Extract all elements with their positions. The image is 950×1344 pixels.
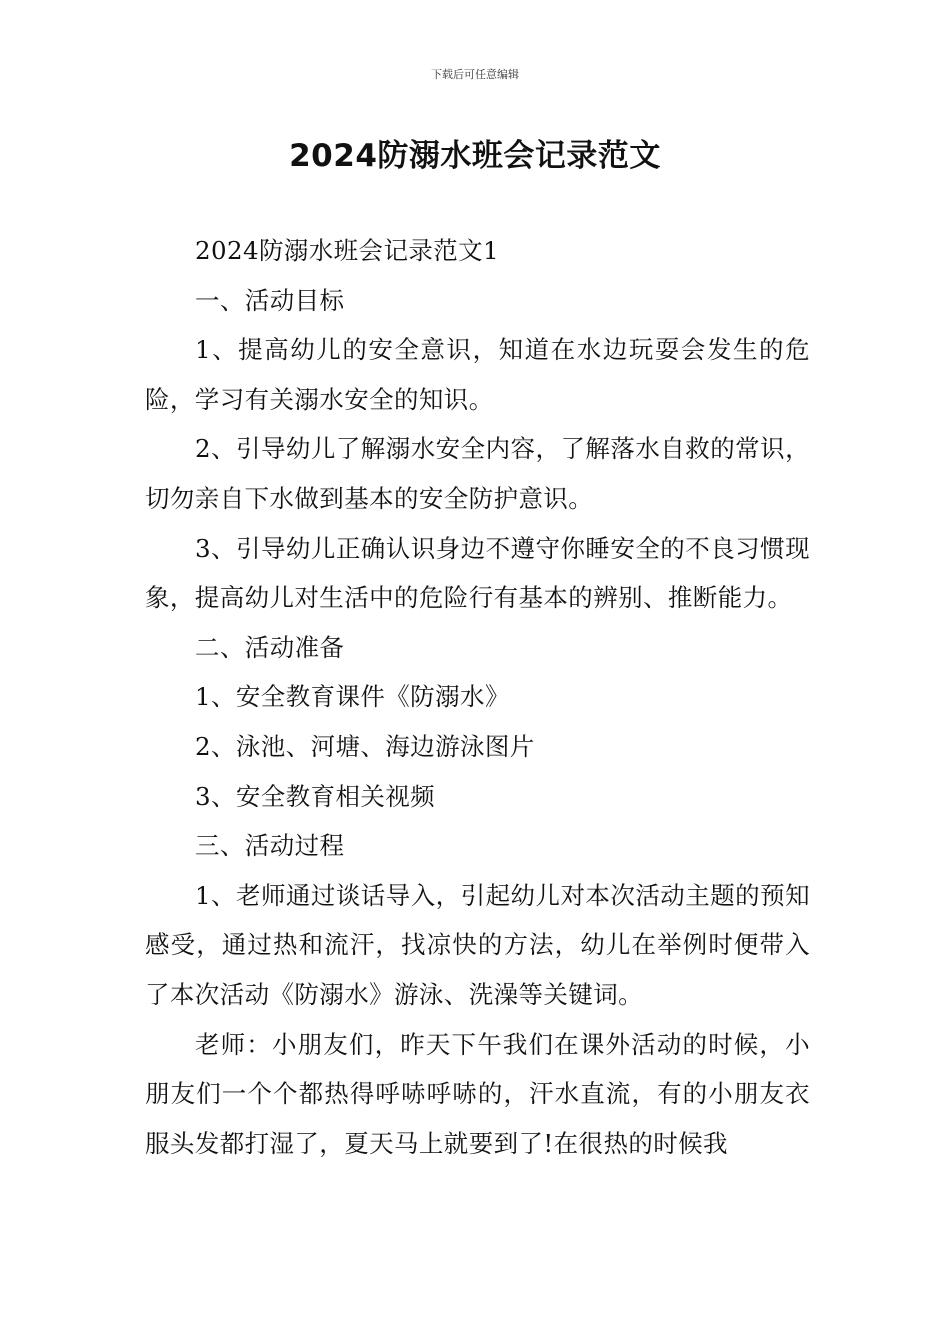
section-heading: 2024防溺水班会记录范文1 — [195, 236, 500, 265]
list-item: 1、安全教育课件《防溺水》 — [195, 682, 510, 712]
body-paragraph: 2、引导幼儿了解溺水安全内容，了解落水自救的常识，切勿亲自下水做到基本的安全防护意识。 — [145, 434, 810, 513]
body-paragraph: 1、提高幼儿的安全意识，知道在水边玩耍会发生的危险，学习有关溺水安全的知识。 — [145, 335, 810, 414]
section-heading: 一、活动目标 — [195, 285, 345, 315]
document-title: 2024防溺水班会记录范文 — [289, 138, 661, 174]
body-paragraph: 3、引导幼儿正确认识身边不遵守你睡安全的不良习惯现象，提高幼儿对生活中的危险行有基本的辨别、推断能力。 — [145, 533, 810, 613]
body-paragraph: 老师：小朋友们，昨天下午我们在课外活动的时候，小朋友们一个个都热得呼哧呼哧的，汗水直流，有的小朋友衣服头发都打湿了，夏天马上就要到了!在很热的时候我 — [145, 1029, 810, 1158]
body-paragraph: 1、老师通过谈话导入，引起幼儿对本次活动主题的预知感受，通过热和流汗，找凉快的方法，幼儿在举例时便带入了本次活动《防溺水》游泳、洗澡等关键词。 — [145, 880, 810, 1009]
header-note: 下载后可任意编辑 — [431, 68, 519, 81]
section-heading: 三、活动过程 — [195, 831, 345, 861]
document-body — [145, 226, 810, 1168]
section-heading: 二、活动准备 — [195, 632, 345, 662]
list-item: 3、安全教育相关视频 — [195, 781, 436, 811]
list-item: 2、泳池、河塘、海边游泳图片 — [195, 731, 535, 761]
